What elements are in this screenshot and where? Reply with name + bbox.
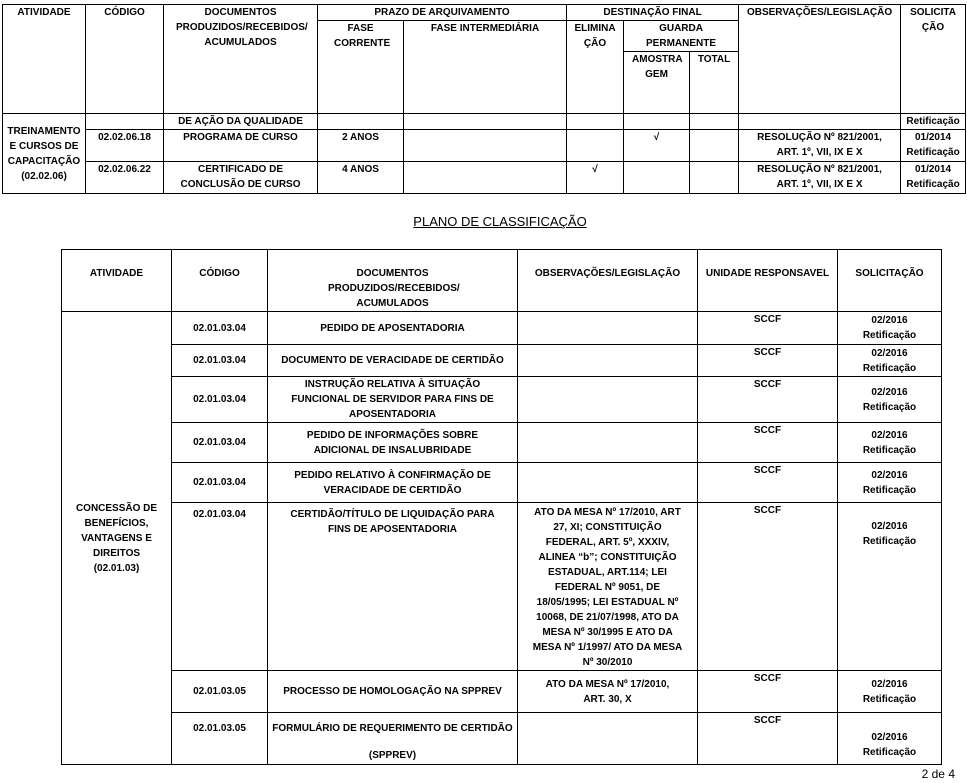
amostragem-cell xyxy=(624,162,690,194)
fase-corrente-cell xyxy=(318,114,404,130)
solicitacao-cell: 02/2016 Retificação xyxy=(838,463,942,503)
header-elimina: ELIMINA ÇÃO xyxy=(567,21,624,114)
atividade-cell: TREINAMENTO E CURSOS DE CAPACITAÇÃO (02.02.06) xyxy=(3,114,86,194)
codigo-cell: 02.02.06.22 xyxy=(86,162,164,194)
unidade-cell: SCCF xyxy=(698,423,838,463)
header-atividade: ATIVIDADE xyxy=(3,5,86,114)
documento-extra: (SPPREV) xyxy=(368,750,417,761)
obs-cell xyxy=(518,713,698,765)
header-observacoes: OBSERVAÇÕES/LEGISLAÇÃO xyxy=(739,5,901,114)
codigo-cell: 02.01.03.05 xyxy=(172,671,268,713)
documento-cell: PROGRAMA DE CURSO xyxy=(164,130,318,162)
unidade-cell: SCCF xyxy=(698,345,838,377)
atividade-cell: CONCESSÃO DE BENEFÍCIOS, VANTAGENS E DIREITOS (02.01.03) xyxy=(62,312,172,765)
header-codigo: CÓDIGO xyxy=(86,5,164,114)
amostragem-cell: √ xyxy=(624,130,690,162)
documento-cell: CERTIFICADO DE CONCLUSÃO DE CURSO xyxy=(164,162,318,194)
header-destinacao: DESTINAÇÃO FINAL xyxy=(567,5,739,21)
codigo-cell xyxy=(86,114,164,130)
codigo-cell: 02.01.03.04 xyxy=(172,312,268,345)
solicitacao-cell: 02/2016 Retificação xyxy=(838,345,942,377)
documento-cell: DE AÇÃO DA QUALIDADE xyxy=(164,114,318,130)
total-cell xyxy=(690,130,739,162)
obs-cell xyxy=(518,463,698,503)
fase-intermediaria-cell xyxy=(404,162,567,194)
section-title: PLANO DE CLASSIFICAÇÃO xyxy=(413,214,587,229)
header-prazo: PRAZO DE ARQUIVAMENTO xyxy=(318,5,567,21)
codigo-cell: 02.01.03.04 xyxy=(172,377,268,423)
solicitacao-cell: 02/2016 Retificação xyxy=(838,671,942,713)
elimina-cell xyxy=(567,114,624,130)
documento-cell: PEDIDO RELATIVO À CONFIRMAÇÃO DE VERACIDADE DE CERTIDÃO xyxy=(268,463,518,503)
codigo-cell: 02.01.03.04 xyxy=(172,463,268,503)
header-amostragem: AMOSTRA GEM xyxy=(624,52,690,114)
header-observacoes: OBSERVAÇÕES/LEGISLAÇÃO xyxy=(518,250,698,312)
fase-corrente-cell: 2 ANOS xyxy=(318,130,404,162)
header-guarda: GUARDA PERMANENTE xyxy=(624,21,739,52)
fase-intermediaria-cell xyxy=(404,130,567,162)
solicitacao-cell: 01/2014 Retificação xyxy=(901,130,966,162)
header-unidade: UNIDADE RESPONSAVEL xyxy=(698,250,838,312)
obs-cell xyxy=(518,423,698,463)
elimina-cell xyxy=(567,130,624,162)
documento-text: FORMULÁRIO DE REQUERIMENTO DE CERTIDÃO xyxy=(272,723,513,734)
solicitacao-cell: 02/2016 Retificação xyxy=(838,503,942,671)
header-total: TOTAL xyxy=(690,52,739,114)
elimina-cell: √ xyxy=(567,162,624,194)
codigo-cell: 02.01.03.04 xyxy=(172,423,268,463)
header-solicitacao: SOLICITAÇÃO xyxy=(838,250,942,312)
unidade-cell: SCCF xyxy=(698,463,838,503)
unidade-cell: SCCF xyxy=(698,713,838,765)
unidade-cell: SCCF xyxy=(698,377,838,423)
temporality-table xyxy=(2,4,966,194)
obs-cell xyxy=(518,377,698,423)
total-cell xyxy=(690,114,739,130)
fase-corrente-cell: 4 ANOS xyxy=(318,162,404,194)
solicitacao-cell: 02/2016 Retificação xyxy=(838,312,942,345)
solicitacao-cell: 02/2016 Retificação xyxy=(838,377,942,423)
unidade-cell: SCCF xyxy=(698,312,838,345)
classification-table xyxy=(61,249,942,765)
header-fase-corrente: FASE CORRENTE xyxy=(318,21,404,114)
obs-cell: RESOLUÇÃO Nº 821/2001, ART. 1º, VII, IX E X xyxy=(739,130,901,162)
header-solicitacao: SOLICITA ÇÃO xyxy=(901,5,966,114)
documento-cell: PROCESSO DE HOMOLOGAÇÃO NA SPPREV xyxy=(268,671,518,713)
documento-cell xyxy=(268,713,518,765)
header-atividade: ATIVIDADE xyxy=(62,250,172,312)
obs-cell xyxy=(739,114,901,130)
documento-cell: PEDIDO DE APOSENTADORIA xyxy=(268,312,518,345)
solicitacao-cell: 01/2014 Retificação xyxy=(901,162,966,194)
documento-cell: PEDIDO DE INFORMAÇÕES SOBRE ADICIONAL DE INSALUBRIDADE xyxy=(268,423,518,463)
obs-cell: ATO DA MESA Nº 17/2010, ART 27, XI; CONSTITUIÇÃO FEDERAL, ART. 5º, XXXIV, ALINEA “b”; CONSTITUIÇÃO ESTADUAL, ART.114; LEI FEDERAL Nº 9051, DE 18/05/1995; LEI ESTADUAL Nº 10068, DE 21/07/1998, ATO DA MESA Nº 30/1995 E ATO DA MESA Nº 1/1997/ ATO DA MESA Nº 30/2010 xyxy=(518,503,698,671)
amostragem-cell xyxy=(624,114,690,130)
unidade-cell: SCCF xyxy=(698,503,838,671)
obs-cell xyxy=(518,312,698,345)
documento-cell: INSTRUÇÃO RELATIVA À SITUAÇÃO FUNCIONAL DE SERVIDOR PARA FINS DE APOSENTADORIA xyxy=(268,377,518,423)
header-codigo: CÓDIGO xyxy=(172,250,268,312)
documento-cell: DOCUMENTO DE VERACIDADE DE CERTIDÃO xyxy=(268,345,518,377)
total-cell xyxy=(690,162,739,194)
obs-cell xyxy=(518,345,698,377)
fase-intermediaria-cell xyxy=(404,114,567,130)
header-fase-intermediaria: FASE INTERMEDIÁRIA xyxy=(404,21,567,114)
codigo-cell: 02.02.06.18 xyxy=(86,130,164,162)
header-documentos: DOCUMENTOS PRODUZIDOS/RECEBIDOS/ ACUMULADOS xyxy=(268,250,518,312)
codigo-cell: 02.01.03.05 xyxy=(172,713,268,765)
solicitacao-cell: 02/2016 Retificação xyxy=(838,713,942,765)
obs-cell: ATO DA MESA Nº 17/2010, ART. 30, X xyxy=(518,671,698,713)
unidade-cell: SCCF xyxy=(698,671,838,713)
solicitacao-cell: Retificação xyxy=(901,114,966,130)
documento-cell: CERTIDÃO/TÍTULO DE LIQUIDAÇÃO PARA FINS DE APOSENTADORIA xyxy=(268,503,518,671)
codigo-cell: 02.01.03.04 xyxy=(172,345,268,377)
codigo-cell: 02.01.03.04 xyxy=(172,503,268,671)
page-number: 2 de 4 xyxy=(921,767,955,781)
obs-cell: RESOLUÇÃO Nº 821/2001, ART. 1º, VII, IX E X xyxy=(739,162,901,194)
solicitacao-cell: 02/2016 Retificação xyxy=(838,423,942,463)
header-documentos: DOCUMENTOS PRODUZIDOS/RECEBIDOS/ ACUMULADOS xyxy=(164,5,318,114)
